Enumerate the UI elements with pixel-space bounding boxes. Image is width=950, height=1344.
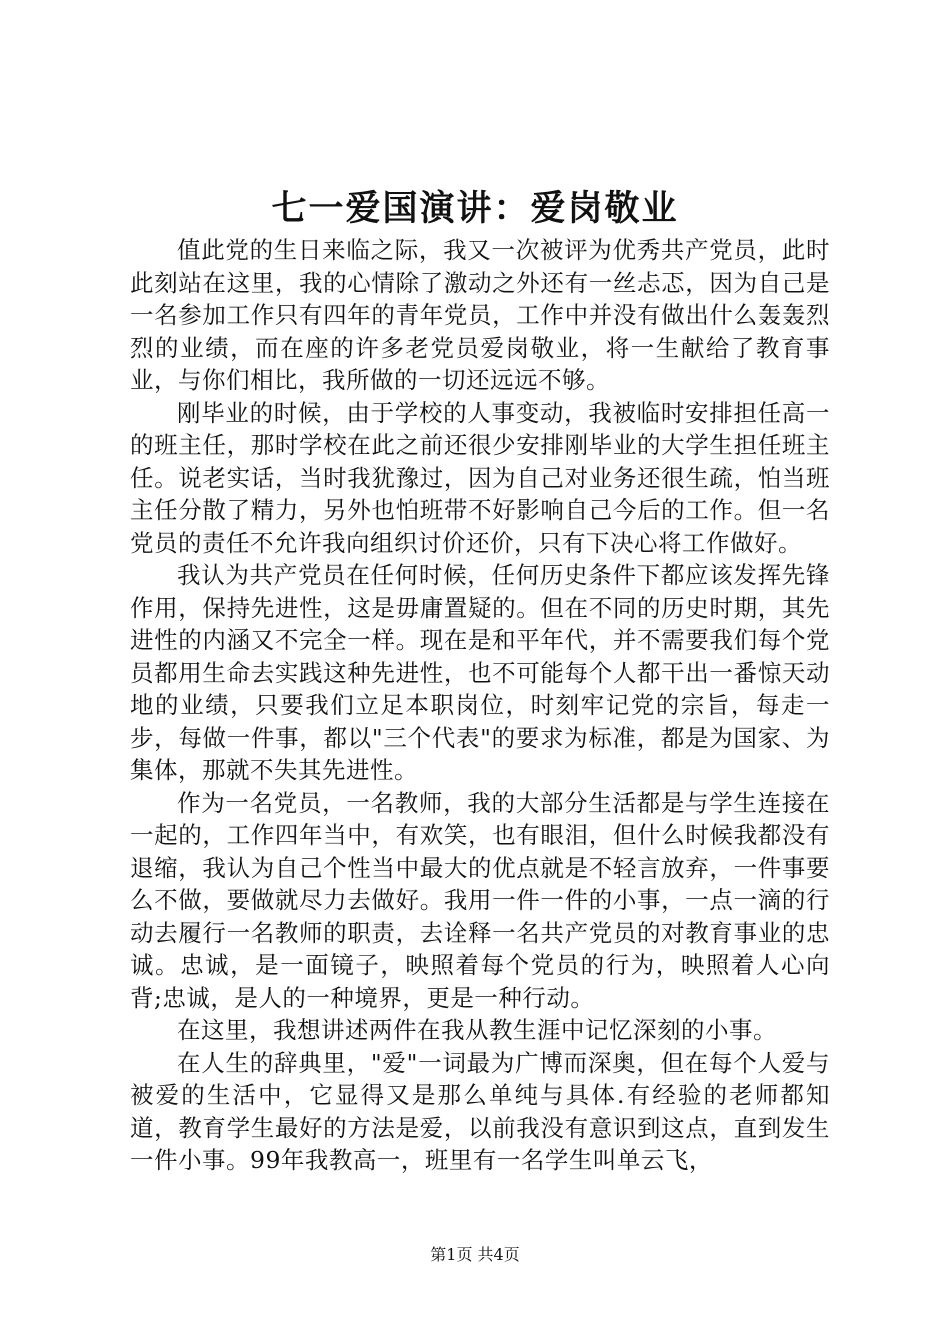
paragraph: 刚毕业的时候，由于学校的人事变动，我被临时安排担任高一的班主任，那时学校在此之前还很少安排刚毕业的大学生担任班主任。说老实话，当时我犹豫过，因为自己对业务还很生疏，怕当班主任分散了精力，另外也怕班带不好影响自己今后的工作。但一名党员的责任不允许我向组织讨价还价，只有下决心将工作做好。: [130, 398, 830, 557]
document-title: 七一爱国演讲：爱岗敬业: [271, 188, 679, 229]
paragraph: 值此党的生日来临之际，我又一次被评为优秀共产党员，此时此刻站在这里，我的心情除了激动之外还有一丝忐忑，因为自己是一名参加工作只有四年的青年党员，工作中并没有做出什么轰轰烈烈的业绩，而在座的许多老党员爱岗敬业，将一生献给了教育事业，与你们相比，我所做的一切还远远不够。: [130, 236, 830, 394]
paragraph: 在人生的辞典里，"爱"一词最为广博而深奥，但在每个人爱与被爱的生活中，它显得又是那么单纯与具体.有经验的老师都知道，教育学生最好的方法是爱，以前我没有意识到这点，直到发生一件小事。99年我教高一，班里有一名学生叫单云飞，: [130, 1048, 830, 1174]
document-body: [130, 234, 830, 1177]
page-footer: 第1页 共4页: [430, 1245, 520, 1264]
paragraph: 作为一名党员，一名教师，我的大部分生活都是与学生连接在一起的，工作四年当中，有欢笑，也有眼泪，但什么时候我都没有退缩，我认为自己个性当中最大的优点就是不轻言放弃，一件事要么不做，要做就尽力去做好。我用一件一件的小事，一点一滴的行动去履行一名教师的职责，去诠释一名共产党员的对教育事业的忠诚。忠诚，是一面镜子，映照着每个党员的行为，映照着人心向背;忠诚，是人的一种境界，更是一种行动。: [130, 788, 830, 1012]
paragraph: 我认为共产党员在任何时候，任何历史条件下都应该发挥先锋作用，保持先进性，这是毋庸置疑的。但在不同的历史时期，其先进性的内涵又不完全一样。现在是和平年代，并不需要我们每个党员都用生命去实践这种先进性，也不可能每个人都干出一番惊天动地的业绩，只要我们立足本职岗位，时刻牢记党的宗旨，每走一步，每做一件事，都以"三个代表"的要求为标准，都是为国家、为集体，那就不失其先进性。: [130, 561, 830, 784]
paragraph: 在这里，我想讲述两件在我从教生涯中记忆深刻的小事。: [177, 1016, 777, 1044]
